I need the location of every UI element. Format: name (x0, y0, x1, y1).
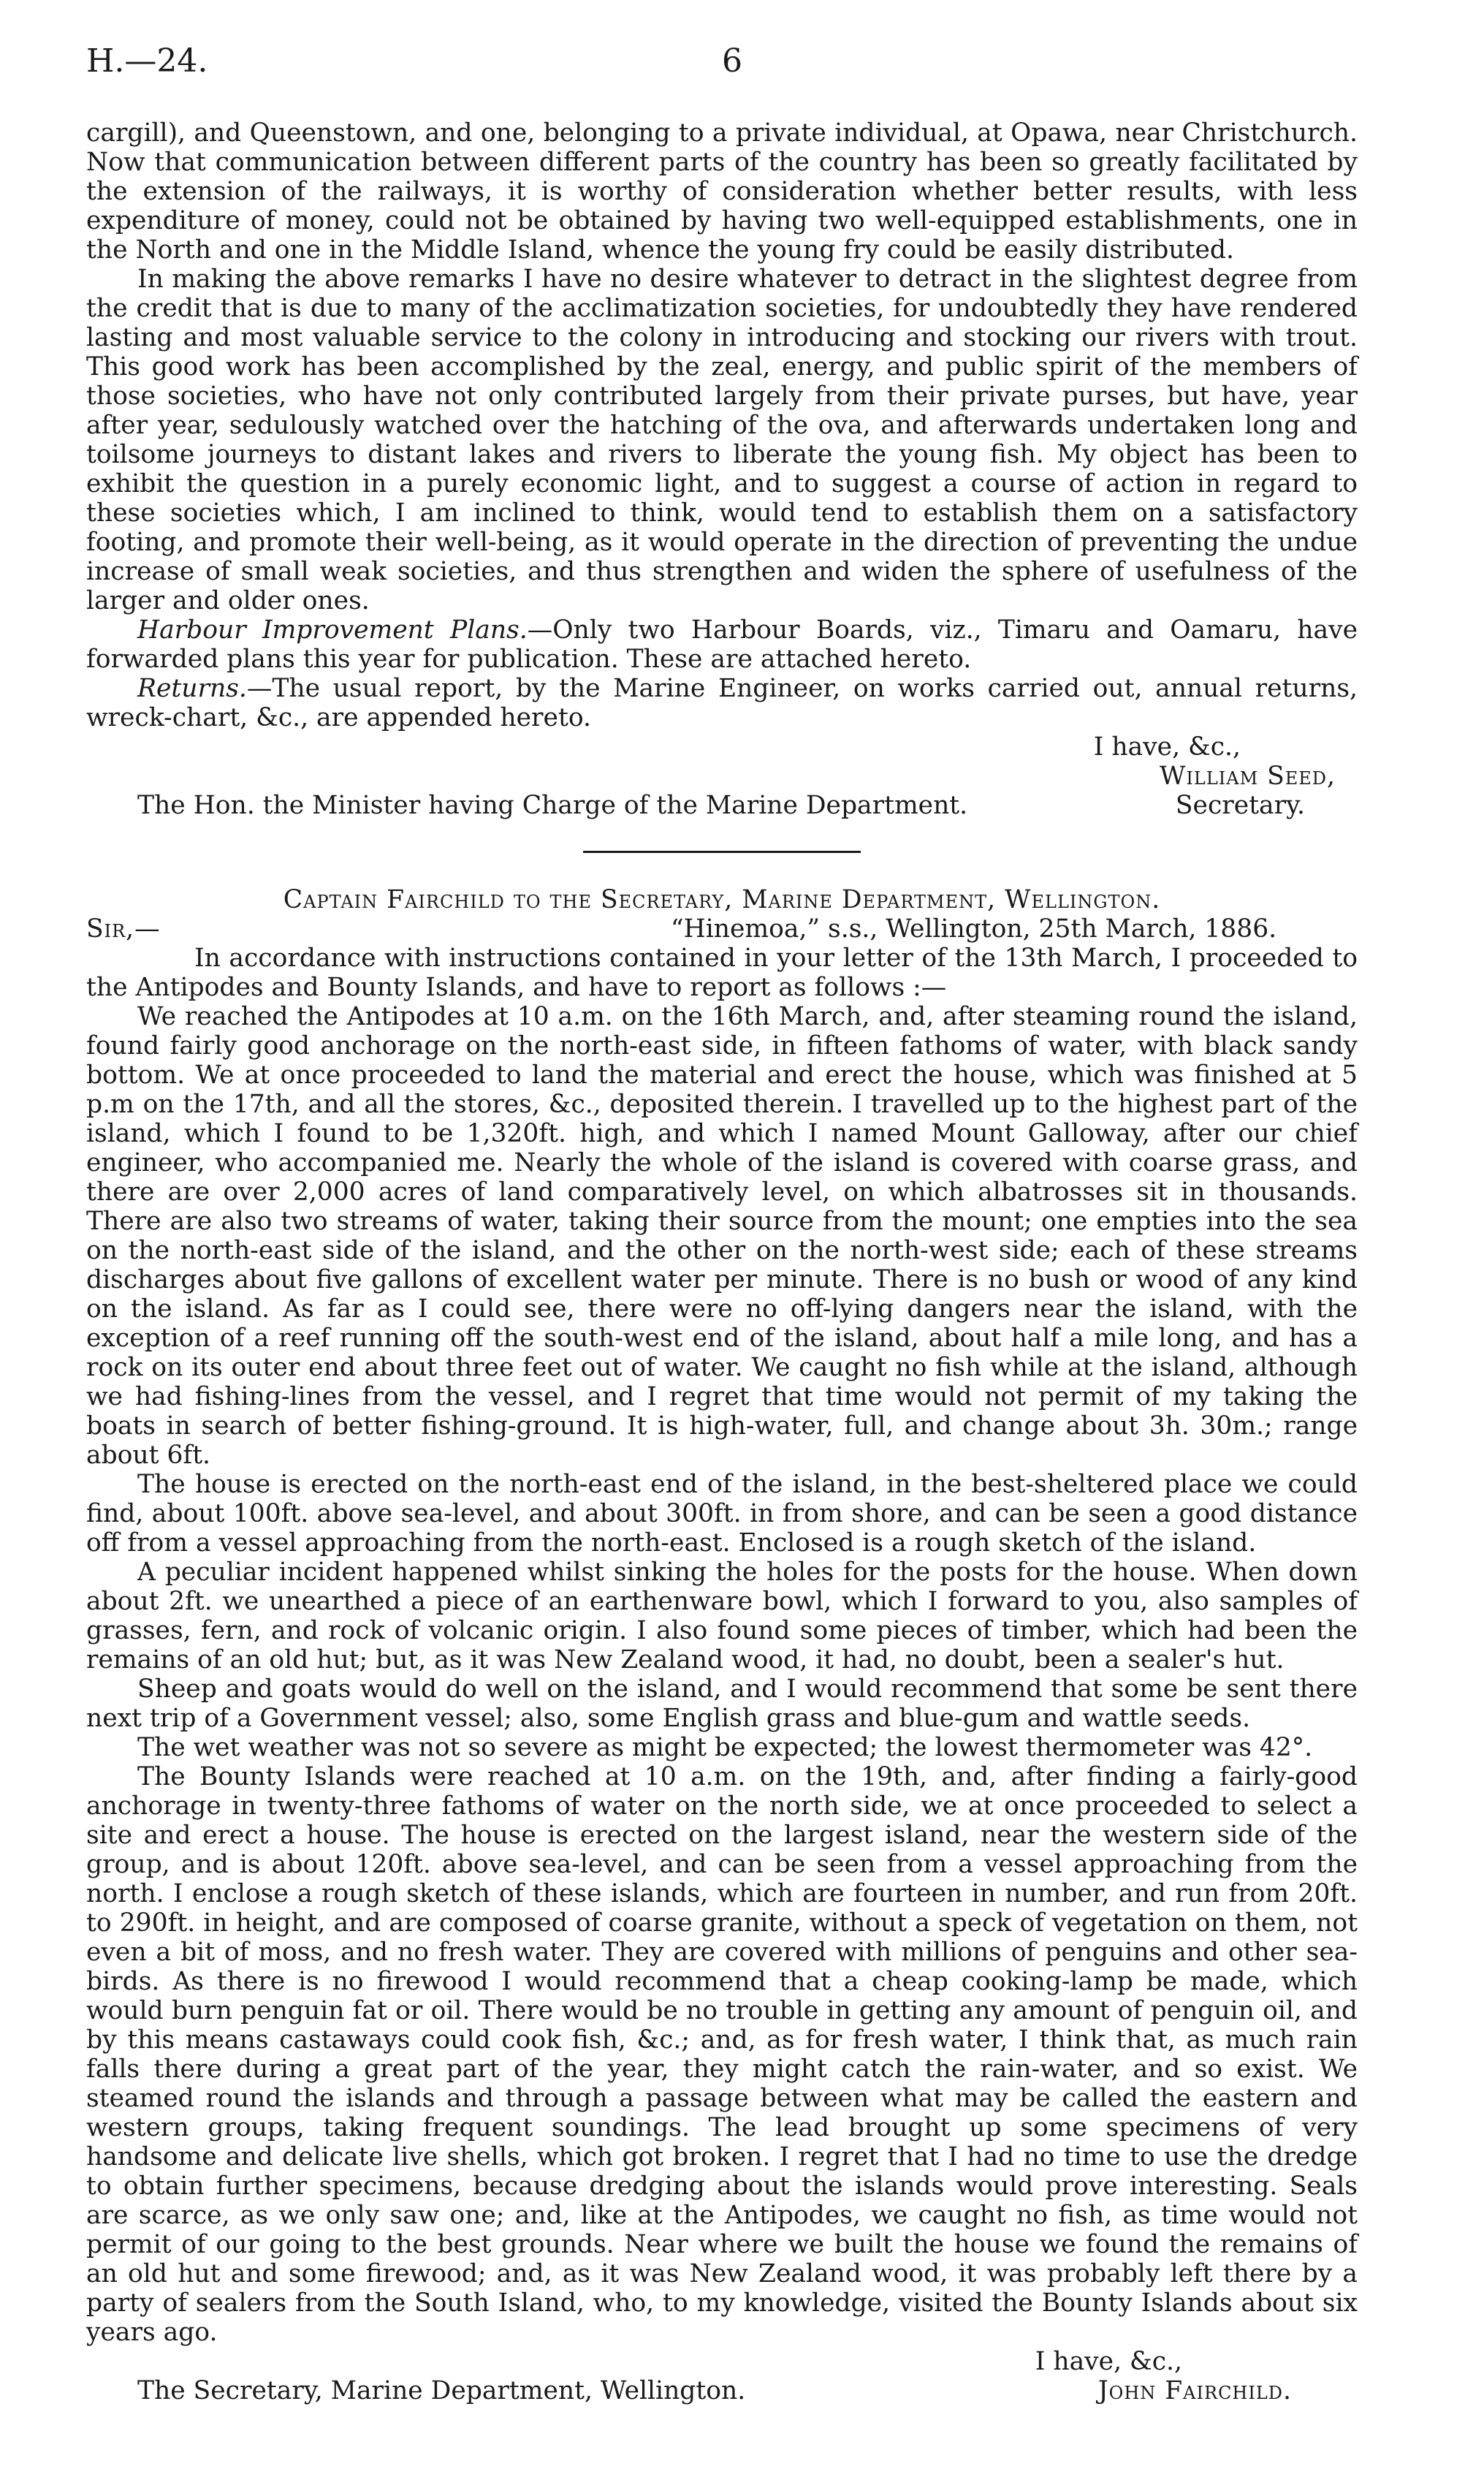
report-closing: I have, &c., (1093, 732, 1241, 762)
report-signatory: William Seed, (1159, 762, 1336, 791)
page-number: 6 (722, 42, 742, 80)
report-addressee: The Hon. the Minister having Charge of the Marine Department. (137, 791, 968, 820)
harbour-heading: Harbour Improvement Plans. (137, 615, 528, 645)
harbour-text: —Only two Harbour Boards, viz., Timaru and Oamaru, have forwarded plans this year for publication. These are attached hereto. (86, 615, 1358, 674)
letter-heading: Captain Fairchild to the Secretary, Marine Department, Wellington. (283, 885, 1161, 914)
letter-paragraph-2: The house is erected on the north-east end of the island, in the best-sheltered place we could find, about 100ft. above sea-level, and about 300ft. in from shore, and can be seen a good distance off from a vessel approaching from the north-east. Enclosed is a rough sketch of the island. (86, 1470, 1358, 1558)
letter-paragraph-6: The Bounty Islands were reached at 10 a.m. on the 19th, and, after finding a fairly-good anchorage in twenty-three fathoms of water on the north side, we at once proceeded to select a site and erect a house. The house is erected on the largest island, near the western side of the group, and is about 120ft. above sea-level, and can be seen from a vessel approaching from the north. I enclose a rough sketch of these islands, which are fourteen in number, and run from 20ft. to 290ft. in height, and are composed of coarse granite, without a speck of vegetation on them, not even a bit of moss, and no fresh water. They are covered with millions of penguins and other sea-birds. As there is no firewood I would recommend that a cheap cooking-lamp be made, which would burn penguin fat or oil. There would be no trouble in getting any amount of penguin oil, and by this means castaways could cook fish, &c.; and, as for fresh water, I think that, as much rain falls there during a great part of the year, they might catch the rain-water, and so exist. We steamed round the islands and through a passage between what may be called the eastern and western groups, taking frequent soundings. The lead brought up some specimens of very handsome and delicate live shells, which got broken. I regret that I had no time to use the dredge to obtain further specimens, because dredging about the islands would prove interesting. Seals are scarce, as we only saw one; and, like at the Antipodes, we caught no fish, as time would not permit of our going to the best grounds. Near where we built the house we found the remains of an old hut and some firewood; and, as it was New Zealand wood, it was probably left there by a party of sealers from the South Island, who, to my knowledge, visited the Bounty Islands about six years ago. (86, 1762, 1358, 2347)
letter-paragraph-4: Sheep and goats would do well on the island, and I would recommend that some be sent there next trip of a Government vessel; also, some English grass and blue-gum and wattle seeds. (86, 1675, 1358, 1733)
page-header (86, 42, 1270, 86)
letter-closing: I have, &c., (1035, 2347, 1182, 2376)
harbour-paragraph (86, 615, 1358, 674)
letter-intro: In accordance with instructions contained in your letter of the 13th March, I proceeded to the Antipodes and Bounty Islands, and have to report as follows :— (86, 944, 1358, 1002)
returns-heading: Returns. (137, 674, 247, 703)
letter-addressee-row (86, 2376, 1358, 2405)
section-divider (583, 851, 861, 853)
letter-paragraph-5: The wet weather was not so severe as might be expected; the lowest thermometer was 42°. (137, 1733, 1313, 1762)
returns-text: —The usual report, by the Marine Engineer, on works carried out, annual returns, wreck-chart, &c., are appended hereto. (86, 674, 1358, 732)
report-signatory-title: Secretary. (1175, 791, 1305, 820)
page-body (86, 118, 1358, 2405)
report-paragraph-1: cargill), and Queenstown, and one, belonging to a private individual, at Opawa, near Christchurch. Now that communication between different parts of the country has been so greatly facilitated by the extension of the railways, it is worthy of consideration whether better results, with less expenditure of money, could not be obtained by having two well-equipped establishments, one in the North and one in the Middle Island, whence the young fry could be easily distributed. (86, 118, 1358, 265)
letter-paragraph-3: A peculiar incident happened whilst sinking the holes for the posts for the house. When down about 2ft. we unearthed a piece of an earthenware bowl, which I forward to you, also samples of grasses, fern, and rock of volcanic origin. I also found some pieces of timber, which had been the remains of an old hut; but, as it was New Zealand wood, it had, no doubt, been a sealer's hut. (86, 1558, 1358, 1675)
letter-paragraph-1: We reached the Antipodes at 10 a.m. on the 16th March, and, after steaming round the island, found fairly good anchorage on the north-east side, in fifteen fathoms of water, with black sandy bottom. We at once proceeded to land the material and erect the house, which was finished at 5 p.m on the 17th, and all the stores, &c., deposited therein. I travelled up to the highest part of the island, which I found to be 1,320ft. high, and which I named Mount Galloway, after our chief engineer, who accompanied me. Nearly the whole of the island is covered with coarse grass, and there are over 2,000 acres of land comparatively level, on which albatrosses sit in thousands. There are also two streams of water, taking their source from the mount; one empties into the sea on the north-east side of the island, and the other on the north-west side; each of these streams discharges about five gallons of excellent water per minute. There is no bush or wood of any kind on the island. As far as I could see, there were no off-lying dangers near the island, with the exception of a reef running off the south-west end of the island, about half a mile long, and has a rock on its outer end about three feet out of water. We caught no fish while at the island, although we had fishing-lines from the vessel, and I regret that time would not permit of my taking the boats in search of better fishing-ground. It is high-water, full, and change about 3h. 30m.; range about 6ft. (86, 1002, 1358, 1470)
letter-salutation: Sir,— (86, 914, 161, 944)
letter-dateline: “Hinemoa,” s.s., Wellington, 25th March, 1886. (671, 914, 1277, 944)
returns-paragraph (86, 674, 1358, 732)
report-paragraph-2: In making the above remarks I have no desire whatever to detract in the slightest degree from the credit that is due to many of the acclimatization societies, for undoubtedly they have rendered lasting and most valuable service to the colony in introducing and stocking our rivers with trout. This good work has been accomplished by the zeal, energy, and public spirit of the members of those societies, who have not only contributed largely from their private purses, but have, year after year, sedulously watched over the hatching of the ova, and afterwards undertaken long and toilsome journeys to distant lakes and rivers to liberate the young fish. My object has been to exhibit the question in a purely economic light, and to suggest a course of action in regard to these societies which, I am inclined to think, would tend to establish them on a satisfactory footing, and promote their well-being, as it would operate in the direction of preventing the undue increase of small weak societies, and thus strengthen and widen the sphere of usefulness of the larger and older ones. (86, 265, 1358, 615)
letter-dateline-row (86, 914, 1358, 944)
parliamentary-paper-reference: H.—24. (86, 42, 208, 80)
report-addressee-row (86, 791, 1358, 820)
letter-signatory: John Fairchild. (1097, 2376, 1292, 2405)
letter-addressee: The Secretary, Marine Department, Wellington. (137, 2376, 746, 2405)
